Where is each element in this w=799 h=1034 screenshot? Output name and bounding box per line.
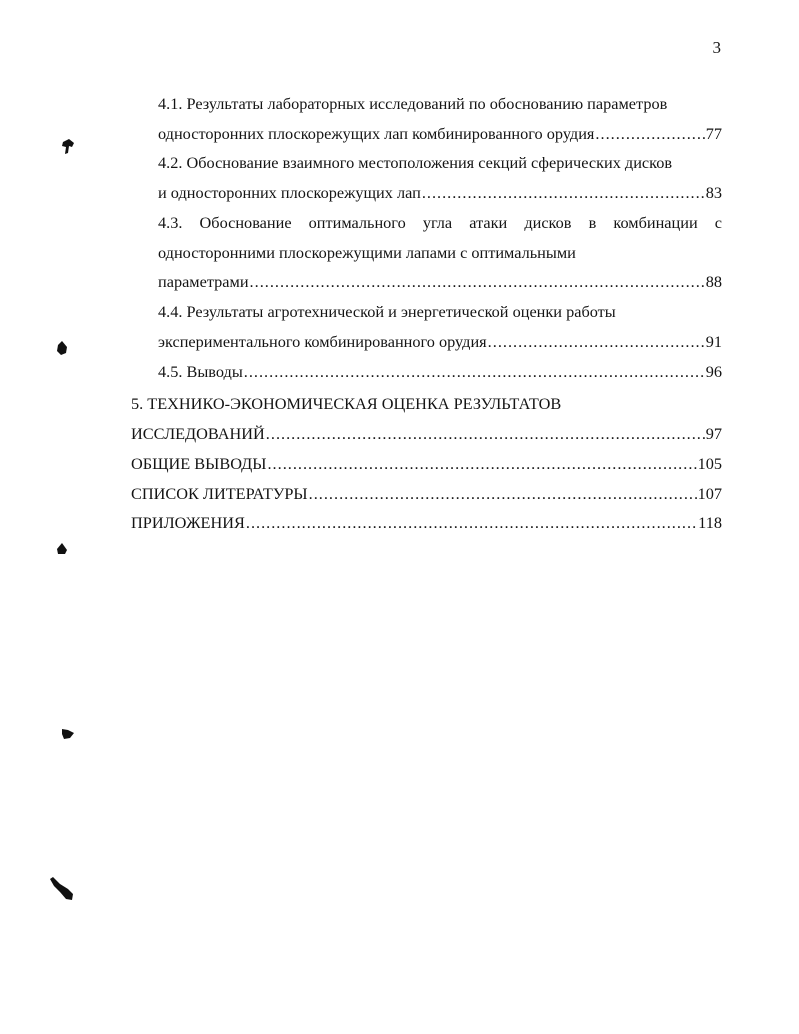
scan-blot (60, 138, 76, 156)
page-number: 3 (712, 38, 721, 57)
toc-entry-title: СПИСОК ЛИТЕРАТУРЫ (131, 484, 308, 503)
toc-entry-title: ИССЛЕДОВАНИЙ (131, 424, 265, 443)
dot-leader (266, 424, 705, 444)
scan-blot (55, 340, 69, 356)
toc-entry-title: ОБЩИЕ ВЫВОДЫ (131, 454, 267, 473)
toc-page-ref: 107 (697, 484, 722, 503)
toc-page-ref: 96 (705, 362, 722, 381)
toc-entry (158, 362, 722, 382)
dot-leader (246, 513, 697, 533)
toc-entry-title: 4.5. Выводы (158, 362, 243, 381)
toc-page-ref: 77 (705, 124, 722, 143)
toc-page-ref: 118 (698, 513, 722, 532)
toc-line: 4.4. Результаты агротехнической и энергетической оценки работы (158, 302, 616, 321)
toc-page-ref: 88 (705, 272, 722, 291)
dot-leader (595, 124, 704, 144)
dot-leader (309, 484, 697, 504)
toc-line: 5. ТЕХНИКО-ЭКОНОМИЧЕСКАЯ ОЦЕНКА РЕЗУЛЬТАТОВ (131, 394, 562, 413)
scan-blot (48, 876, 76, 902)
toc-page-ref: 91 (705, 332, 722, 351)
toc-entry (131, 424, 722, 444)
toc-entry (131, 454, 722, 474)
toc-entry (158, 183, 722, 203)
scan-blot (55, 542, 69, 556)
toc-entry-title: и односторонних плоскорежущих лап (158, 183, 421, 202)
toc-entry (131, 484, 722, 504)
toc-entry (158, 332, 722, 352)
toc-entry-title: ПРИЛОЖЕНИЯ (131, 513, 245, 532)
toc-entry (131, 513, 722, 533)
toc-entry (158, 124, 722, 144)
scan-blot (60, 727, 76, 741)
toc-page-ref: 97 (705, 424, 722, 443)
toc-page-ref: 105 (697, 454, 722, 473)
dot-leader (267, 454, 696, 474)
toc-entry-title: односторонних плоскорежущих лап комбинированного орудия (158, 124, 595, 143)
dot-leader (250, 272, 705, 292)
toc-page-ref: 83 (705, 183, 722, 202)
toc-entry (158, 272, 722, 292)
dot-leader (422, 183, 705, 203)
toc-line: 4.1. Результаты лабораторных исследований по обоснованию параметров (158, 94, 668, 113)
toc-entry-title: экспериментального комбинированного орудия (158, 332, 487, 351)
toc-line: односторонними плоскорежущими лапами с оптимальными (158, 243, 576, 262)
toc-line: 4.3. Обоснование оптимального угла атаки дисков в комбинации с (158, 213, 722, 232)
dot-leader (244, 362, 705, 382)
toc-entry-title: параметрами (158, 272, 249, 291)
dot-leader (488, 332, 705, 352)
toc-line: 4.2. Обоснование взаимного местоположения секций сферических дисков (158, 153, 673, 172)
